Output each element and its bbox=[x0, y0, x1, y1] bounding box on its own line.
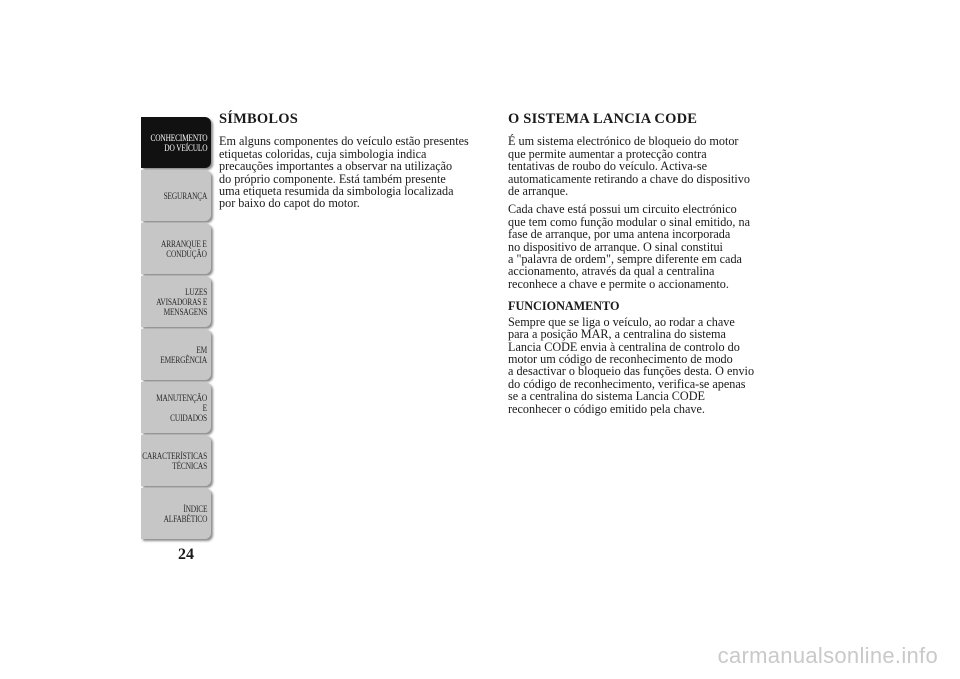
section-simbolos bbox=[219, 113, 499, 216]
body-paragraph: Em alguns componentes do veículo estão presentes etiquetas coloridas, cuja simbologia indica precauções importantes a observar na utilização do próprio componente. Está também presente uma etiqueta resumida da simbologia localizada por baixo do capot do motor. bbox=[219, 134, 469, 211]
tab-conhecimento-do-veiculo[interactable] bbox=[141, 117, 211, 168]
tab-arranque-e-conducao[interactable] bbox=[141, 223, 211, 274]
tab-indice-alfabetico[interactable] bbox=[141, 488, 211, 539]
tab-manutencao-e-cuidados[interactable] bbox=[141, 382, 211, 433]
tab-label: CONHECIMENTO DO VEÍCULO bbox=[150, 132, 207, 153]
tab-seguranca[interactable] bbox=[141, 170, 211, 221]
tab-label: CARACTERÍSTICAS TÉCNICAS bbox=[142, 450, 207, 471]
tab-label: ÍNDICE ALFABÉTICO bbox=[163, 503, 207, 524]
tab-caracteristicas-tecnicas[interactable] bbox=[141, 435, 211, 486]
tab-label: MANUTENÇÃO E CUIDADOS bbox=[156, 392, 207, 423]
page-number: 24 bbox=[178, 546, 194, 563]
tab-em-emergencia[interactable] bbox=[141, 329, 211, 380]
section-title: SÍMBOLOS bbox=[219, 111, 298, 127]
body-paragraph: É um sistema electrónico de bloqueio do motor que permite aumentar a protecção contra tentativas de roubo do veículo. Activa-se automaticamente retirando a chave do dispositivo de arranque. bbox=[508, 134, 750, 199]
tab-luzes-avisadoras[interactable] bbox=[141, 276, 211, 327]
chapter-tabs bbox=[141, 117, 211, 541]
section-lancia-code bbox=[508, 113, 788, 421]
subsection-title: FUNCIONAMENTO bbox=[508, 299, 620, 314]
body-paragraph: Sempre que se liga o veículo, ao rodar a chave para a posição MAR, a centralina do sistema Lancia CODE envia à centralina de controlo do motor um código de reconhecimento de modo a desactivar o bloqueio das funções desta. O envio do código de reconhecimento, verifica-se apenas se a centralina do sistema Lancia CODE reconhecer o código emitido pela chave. bbox=[508, 314, 755, 416]
tab-label: LUZES AVISADORAS E MENSAGENS bbox=[155, 286, 207, 317]
tab-label: SEGURANÇA bbox=[163, 190, 207, 201]
section-title: O SISTEMA LANCIA CODE bbox=[508, 111, 698, 127]
tab-label: ARRANQUE E CONDUÇÃO bbox=[161, 238, 207, 259]
body-paragraph: Cada chave está possui um circuito electrónico que tem como função modular o sinal emitido, na fase de arranque, por uma antena incorporada no dispositivo de arranque. O sinal constitui a "palavra de ordem", sempre diferente em cada accionamento, através da qual a centralina reconhece a chave e permite o accionamento. bbox=[508, 202, 750, 291]
tab-label: EM EMERGÊNCIA bbox=[160, 344, 207, 365]
watermark: carmanualsonline.info bbox=[717, 643, 938, 668]
